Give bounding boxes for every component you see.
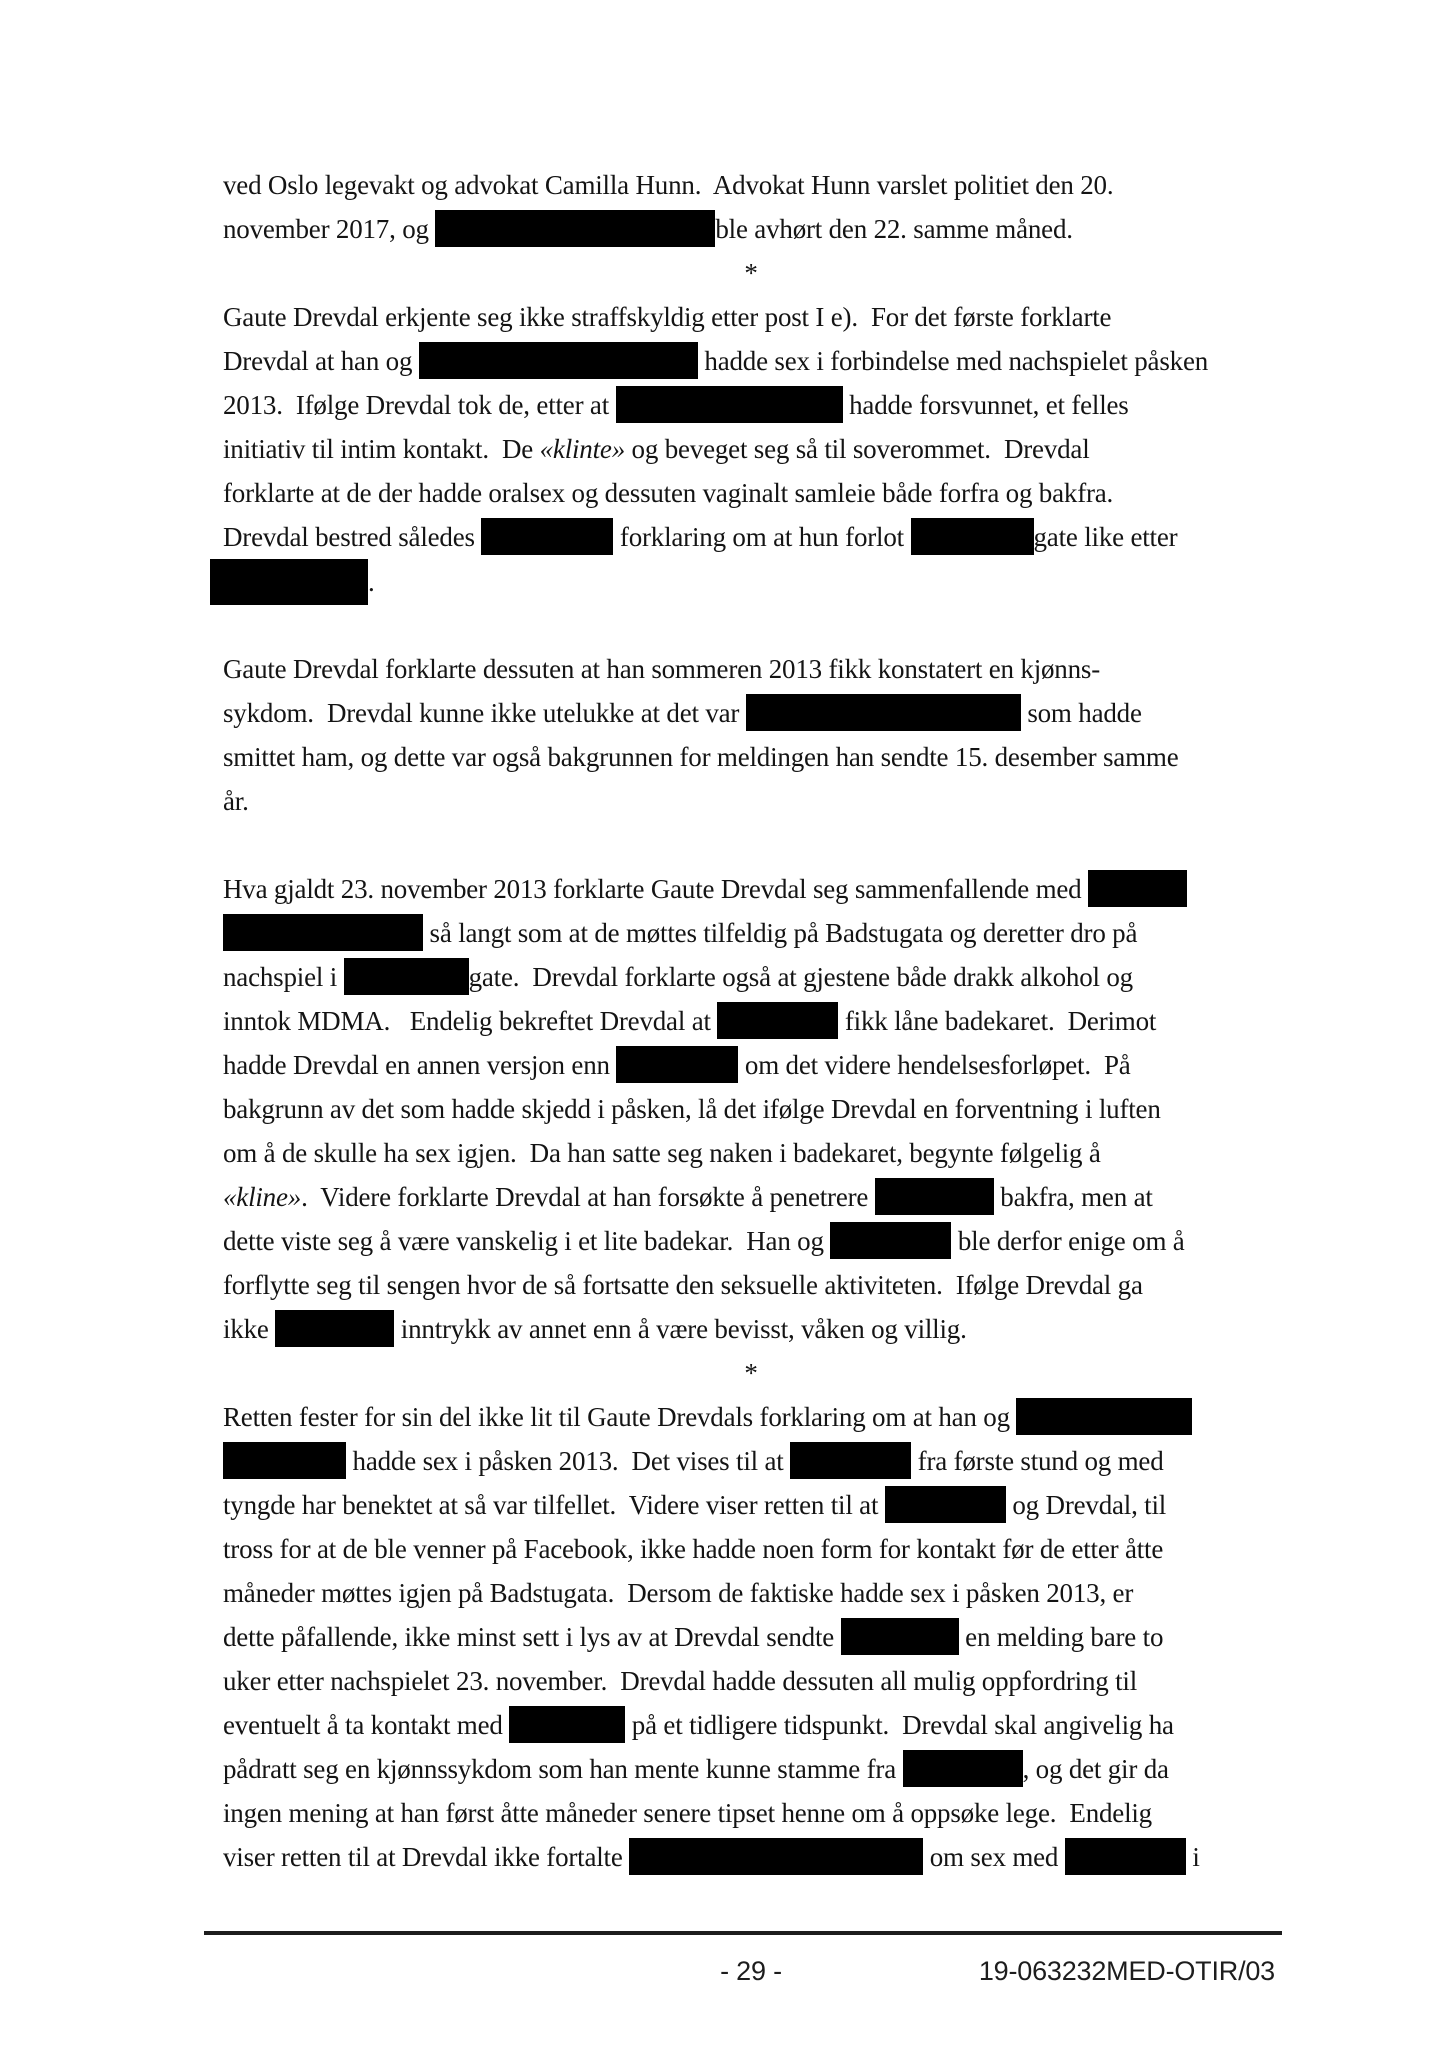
text-segment: en melding bare to	[958, 1622, 1164, 1652]
text-segment: ingen mening at han først åtte måneder senere tipset henne om å oppsøke lege. Endelig	[223, 1798, 1152, 1828]
text-segment: inntok MDMA. Endelig bekreftet Drevdal at	[223, 1006, 718, 1036]
text-line	[223, 867, 1279, 911]
redaction-bar	[911, 518, 1034, 555]
text-line	[223, 1175, 1279, 1219]
page-number: - 29 -	[720, 1956, 782, 1986]
footer-rule	[204, 1931, 1282, 1935]
text-segment: forklarte at de der hadde oralsex og dessuten vaginalt samleie både forfra og bakfra.	[223, 478, 1114, 508]
redaction-bar	[717, 1002, 838, 1039]
text-segment: «klinte»	[539, 434, 625, 464]
text-line	[223, 1307, 1279, 1351]
text-segment: fra første stund og med	[911, 1446, 1164, 1476]
text-segment: på et tidligere tidspunkt. Drevdal skal angivelig ha	[625, 1710, 1174, 1740]
blank-line	[223, 603, 1279, 647]
text-line	[223, 779, 1279, 823]
text-line	[223, 1219, 1279, 1263]
text-segment: hadde sex i påsken 2013. Det vises til at	[346, 1446, 791, 1476]
text-line	[223, 911, 1279, 955]
text-line	[223, 1615, 1279, 1659]
text-segment: måneder møttes igjen på Badstugata. Dersom de faktiske hadde sex i påsken 2013, er	[223, 1578, 1134, 1608]
text-line	[223, 1835, 1279, 1879]
text-line	[223, 735, 1279, 779]
text-line	[223, 647, 1279, 691]
text-line	[223, 339, 1279, 383]
redaction-bar	[616, 1046, 738, 1083]
case-number: 19-063232MED-OTIR/03	[978, 1956, 1275, 1986]
text-line	[223, 515, 1279, 559]
text-segment: om det videre hendelsesforløpet. På	[738, 1050, 1131, 1080]
text-segment: som hadde	[1020, 698, 1142, 728]
redaction-bar	[223, 1442, 346, 1479]
redaction-bar	[629, 1838, 923, 1875]
redaction-bar	[885, 1486, 1006, 1523]
text-segment: november 2017, og	[223, 214, 436, 244]
text-segment: Retten fester for sin del ikke lit til Gaute Drevdals forklaring om at han og	[223, 1402, 1017, 1432]
text-segment: uker etter nachspielet 23. november. Drevdal hadde dessuten all mulig oppfordring til	[223, 1666, 1138, 1696]
section-separator: *	[744, 1358, 758, 1388]
redaction-bar	[210, 559, 368, 605]
text-segment: fikk låne badekaret. Derimot	[838, 1006, 1157, 1036]
redaction-bar	[1065, 1838, 1186, 1875]
text-segment: år.	[223, 786, 249, 816]
text-segment: smittet ham, og dette var også bakgrunnen for meldingen han sendte 15. desember samme	[223, 742, 1179, 772]
text-segment: og beveget seg så til soverommet. Drevdal	[625, 434, 1090, 464]
redaction-bar	[1016, 1398, 1192, 1435]
redaction-bar	[746, 694, 1021, 731]
text-line	[223, 1483, 1279, 1527]
text-segment: 2013. Ifølge Drevdal tok de, etter at	[223, 390, 616, 420]
text-line	[223, 1659, 1279, 1703]
text-segment: eventuelt å ta kontakt med	[223, 1710, 510, 1740]
redaction-bar	[419, 342, 698, 379]
redaction-bar	[616, 386, 843, 423]
blank-line	[223, 823, 1279, 867]
text-line	[223, 163, 1279, 207]
redaction-bar	[841, 1618, 959, 1655]
redaction-bar	[509, 1706, 625, 1743]
text-segment: hadde sex i forbindelse med nachspielet påsken	[697, 346, 1209, 376]
text-segment: forklaring om at hun forlot	[613, 522, 911, 552]
text-segment: ble avhørt den 22. samme måned.	[715, 214, 1073, 244]
redaction-bar	[344, 958, 469, 995]
text-segment: hadde forsvunnet, et felles	[842, 390, 1129, 420]
text-line	[223, 427, 1279, 471]
text-line	[223, 955, 1279, 999]
text-segment: forflytte seg til sengen hvor de så fortsatte den seksuelle aktiviteten. Ifølge Drevdal ga	[223, 1270, 1143, 1300]
text-line	[223, 1703, 1279, 1747]
text-segment: om å de skulle ha sex igjen. Da han satte seg naken i badekaret, begynte følgelig å	[223, 1138, 1101, 1168]
text-segment: dette påfallende, ikke minst sett i lys av at Drevdal sendte	[223, 1622, 841, 1652]
redaction-bar	[875, 1178, 994, 1215]
text-segment: initiativ til intim kontakt. De	[223, 434, 540, 464]
text-segment: tross for at de ble venner på Facebook, ikke hadde noen form for kontakt før de etter åtte	[223, 1534, 1164, 1564]
redaction-bar	[435, 210, 715, 247]
text-segment: og Drevdal, til	[1005, 1490, 1167, 1520]
text-segment: sykdom. Drevdal kunne ikke utelukke at det var	[223, 698, 746, 728]
text-segment: inntrykk av annet enn å være bevisst, våken og villig.	[394, 1314, 967, 1344]
text-segment: hadde Drevdal en annen versjon enn	[223, 1050, 617, 1080]
text-segment: Drevdal at han og	[223, 346, 419, 376]
text-segment: Gaute Drevdal forklarte dessuten at han sommeren 2013 fikk konstatert en kjønns-	[223, 654, 1100, 684]
text-segment: . Videre forklarte Drevdal at han forsøkte å penetrere	[301, 1182, 875, 1212]
section-separator: *	[744, 258, 758, 288]
text-segment: gate. Drevdal forklarte også at gjestene både drakk alkohol og	[468, 962, 1133, 992]
text-segment: Drevdal bestred således	[223, 522, 482, 552]
text-segment: bakfra, men at	[993, 1182, 1153, 1212]
text-line	[223, 471, 1279, 515]
text-segment: dette viste seg å være vanskelig i et lite badekar. Han og	[223, 1226, 831, 1256]
text-segment: gate like etter	[1033, 522, 1178, 552]
redaction-bar	[830, 1222, 951, 1259]
text-segment: tyngde har benektet at så var tilfellet. Videre viser retten til at	[223, 1490, 885, 1520]
text-segment: «kline»	[223, 1182, 302, 1212]
text-segment: .	[368, 567, 375, 597]
text-segment: Gaute Drevdal erkjente seg ikke straffskyldig etter post I e). For det første forklarte	[223, 302, 1112, 332]
text-segment: ikke	[223, 1314, 276, 1344]
text-line	[223, 691, 1279, 735]
text-line	[223, 1263, 1279, 1307]
redaction-bar	[223, 914, 423, 951]
text-segment: ved Oslo legevakt og advokat Camilla Hunn. Advokat Hunn varslet politiet den 20.	[223, 170, 1114, 200]
text-line	[223, 1527, 1279, 1571]
redaction-bar	[1088, 870, 1187, 907]
redaction-bar	[275, 1310, 394, 1347]
text-segment: så langt som at de møttes tilfeldig på Badstugata og deretter dro på	[423, 918, 1138, 948]
text-line	[223, 1043, 1279, 1087]
text-line	[223, 207, 1279, 251]
redaction-bar	[903, 1750, 1023, 1787]
document-body	[223, 163, 1279, 1879]
text-line	[223, 559, 1279, 603]
text-segment: bakgrunn av det som hadde skjedd i påsken, lå det ifølge Drevdal en forventning i luften	[223, 1094, 1161, 1124]
text-line	[223, 1439, 1279, 1483]
text-line	[223, 999, 1279, 1043]
redaction-bar	[790, 1442, 911, 1479]
text-segment: Hva gjaldt 23. november 2013 forklarte Gaute Drevdal seg sammenfallende med	[223, 874, 1089, 904]
text-segment: , og det gir da	[1022, 1754, 1169, 1784]
text-segment: viser retten til at Drevdal ikke fortalte	[223, 1842, 630, 1872]
text-segment: ble derfor enige om å	[951, 1226, 1185, 1256]
text-line	[223, 1131, 1279, 1175]
text-segment: i	[1185, 1842, 1200, 1872]
text-segment: pådratt seg en kjønnssykdom som han mente kunne stamme fra	[223, 1754, 903, 1784]
text-line	[223, 1791, 1279, 1835]
text-line	[223, 1087, 1279, 1131]
text-line	[223, 295, 1279, 339]
redaction-bar	[481, 518, 613, 555]
text-line	[223, 1395, 1279, 1439]
text-line	[223, 1747, 1279, 1791]
text-segment: om sex med	[923, 1842, 1065, 1872]
text-segment: nachspiel i	[223, 962, 344, 992]
text-line	[223, 383, 1279, 427]
text-line	[223, 1571, 1279, 1615]
